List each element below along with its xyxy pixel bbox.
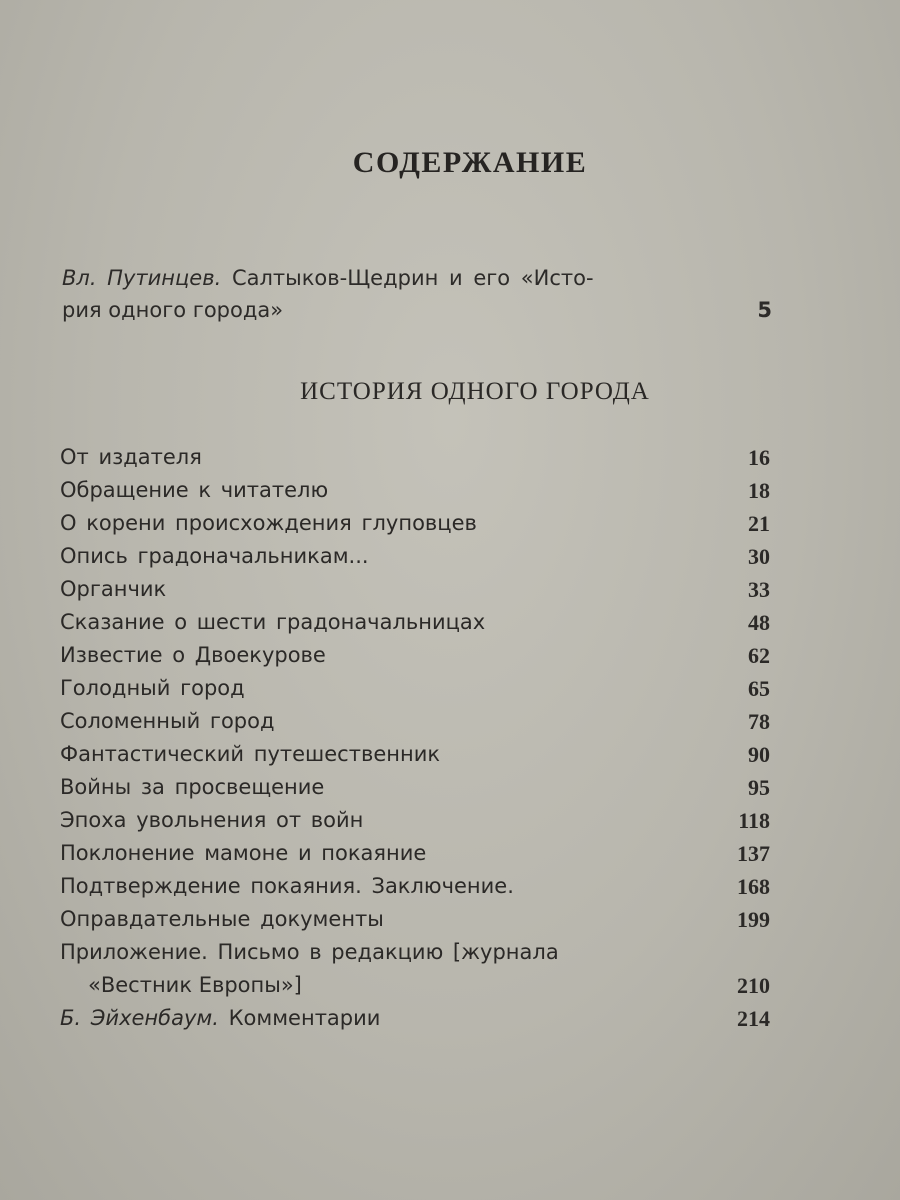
commentary-page-number: 214 — [737, 1006, 770, 1031]
toc-entry-page: 65 — [748, 676, 770, 701]
intro-line-2: рия одного города» — [62, 298, 284, 322]
toc-entry-title: Голодный город — [60, 676, 245, 700]
toc-entry — [60, 441, 770, 474]
toc-entry-title: Опись градоначальникам... — [60, 544, 369, 568]
toc-entry-title: Обращение к читателю — [60, 478, 329, 502]
toc-entry-page: 33 — [748, 577, 770, 602]
intro-author: Вл. Путинцев. — [62, 266, 222, 290]
toc-entry-title: Известие о Двоекурове — [60, 643, 326, 667]
intro-title-part-1: Салтыков-Щедрин и его «Исто- — [221, 266, 594, 290]
toc-entry-title: Поклонение мамоне и покаяние — [60, 841, 427, 865]
section-heading: ИСТОРИЯ ОДНОГО ГОРОДА — [300, 378, 650, 405]
intro-entry — [62, 262, 782, 326]
toc-entry — [60, 573, 770, 606]
toc-entry-page: 168 — [737, 874, 770, 899]
toc-entry — [60, 474, 770, 507]
toc-entry-title: Соломенный город — [60, 709, 275, 733]
toc-entry-title: Органчик — [60, 577, 167, 601]
toc-entry — [60, 639, 770, 672]
toc-entry-page: 118 — [738, 808, 770, 833]
intro-page-number: 5 — [757, 298, 772, 322]
toc-entry-title: Войны за просвещение — [60, 775, 325, 799]
toc-entry-title: О корени происхождения глуповцев — [60, 511, 477, 535]
toc-entry-title: Оправдательные документы — [60, 907, 384, 931]
toc-entry — [60, 903, 770, 936]
toc-entry — [60, 672, 770, 705]
toc-entry-page: 199 — [737, 907, 770, 932]
commentary-title — [60, 1002, 770, 1035]
toc-entry-page: 62 — [748, 643, 770, 668]
toc-entry — [60, 771, 770, 804]
appendix-title-line-2: «Вестник Европы»] — [88, 973, 302, 997]
toc-entry-title: Эпоха увольнения от войн — [60, 808, 364, 832]
toc-entry-page: 30 — [748, 544, 770, 569]
toc-entry — [60, 738, 770, 771]
toc-entry — [60, 837, 770, 870]
toc-entry-title: Сказание о шести градоначальницах — [60, 610, 486, 634]
toc-entry-page: 18 — [748, 478, 770, 503]
toc-entry-page: 95 — [748, 775, 770, 800]
toc-list — [60, 441, 770, 1035]
toc-entry-page: 90 — [748, 742, 770, 767]
commentary-author: Б. Эйхенбаум. — [60, 1006, 219, 1030]
toc-entry-page: 137 — [737, 841, 770, 866]
page-title: СОДЕРЖАНИЕ — [352, 146, 588, 179]
toc-entry-page: 16 — [748, 445, 770, 470]
appendix-page-number: 210 — [737, 973, 770, 998]
toc-entry-page: 78 — [748, 709, 770, 734]
toc-entry-page: 48 — [748, 610, 770, 635]
toc-entry — [60, 606, 770, 639]
toc-entry-appendix — [60, 936, 770, 1002]
commentary-title-text: Комментарии — [218, 1006, 381, 1030]
intro-line-1 — [62, 262, 782, 294]
toc-entry-title: Подтверждение покаяния. Заключение. — [60, 874, 514, 898]
toc-entry-page: 21 — [748, 511, 770, 536]
toc-entry — [60, 804, 770, 837]
toc-entry-title: От издателя — [60, 445, 202, 469]
toc-entry-title: Фантастический путешественник — [60, 742, 441, 766]
toc-entry-commentary — [60, 1002, 770, 1035]
toc-entry — [60, 540, 770, 573]
appendix-title-line-1: Приложение. Письмо в редакцию [журнала — [60, 940, 559, 964]
toc-entry — [60, 705, 770, 738]
toc-entry — [60, 507, 770, 540]
toc-entry — [60, 870, 770, 903]
